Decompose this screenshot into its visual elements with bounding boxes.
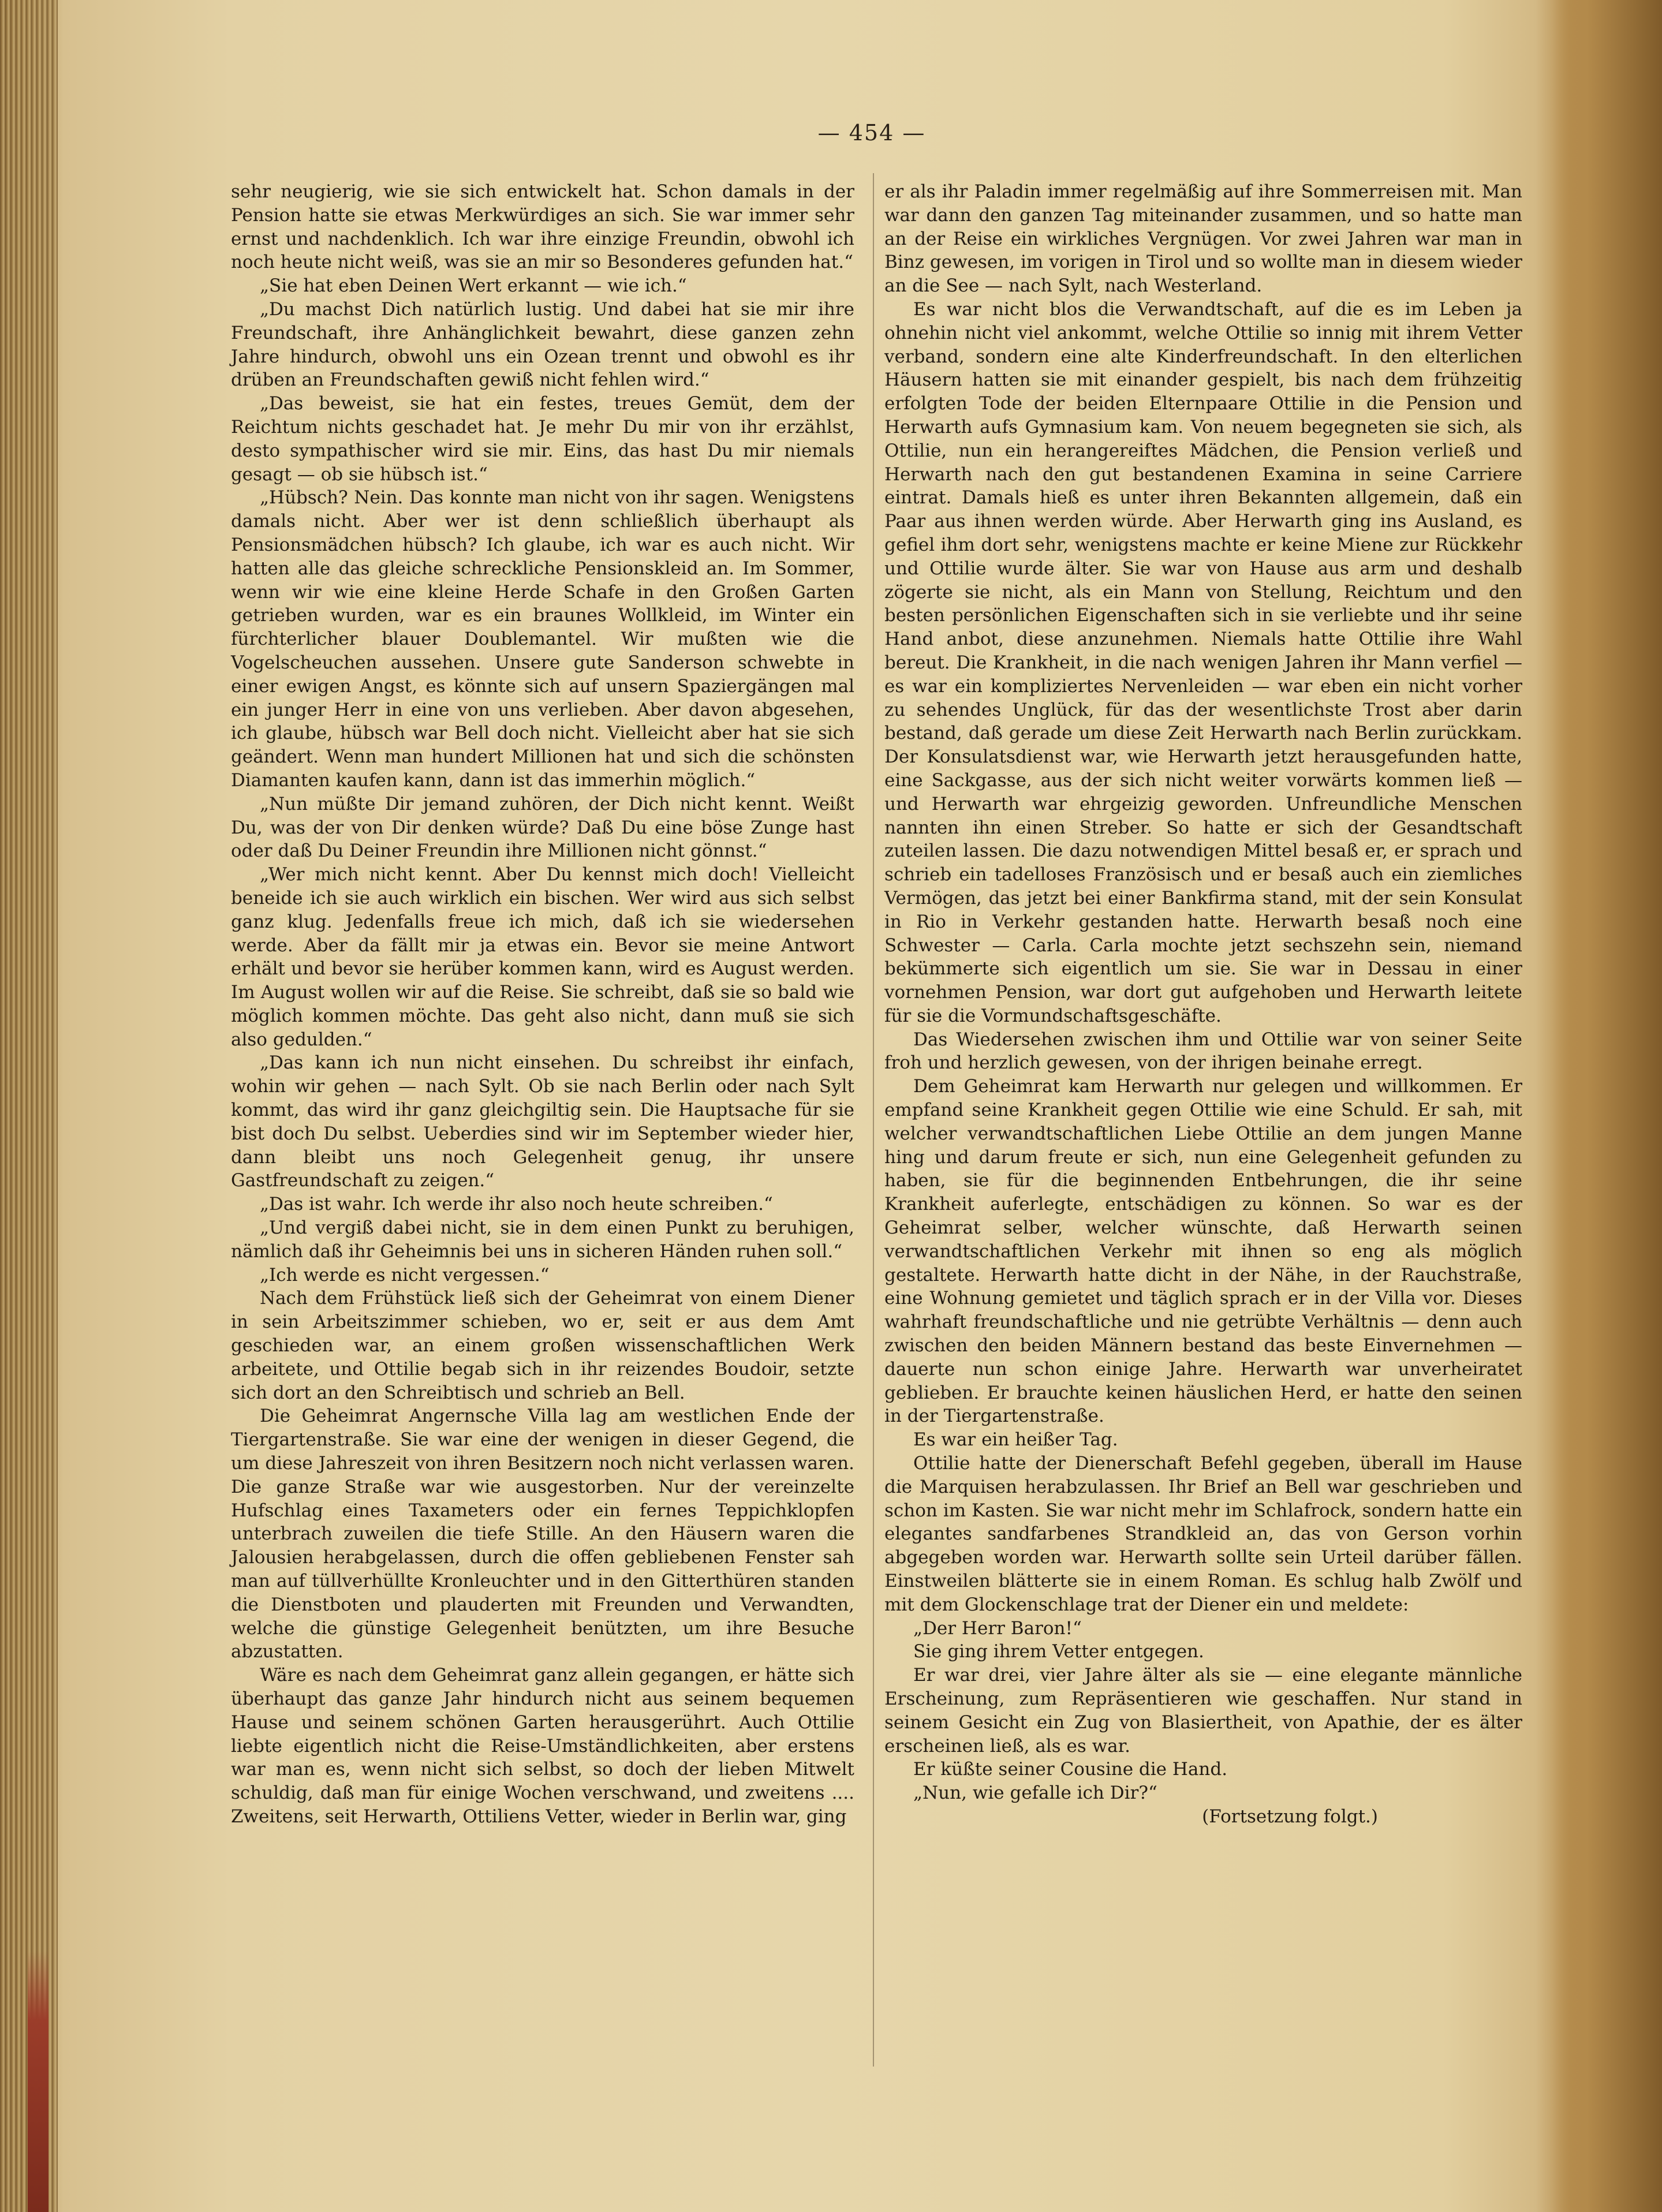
paragraph: Wäre es nach dem Geheimrat ganz allein gegangen, er hätte sich überhaupt das ganze Jahr hindurch nicht aus seinem bequemen Hause und seinem schönen Garten herausgerührt. Auch Ottilie liebte eigentlich nicht die Reise-Umständlichkeiten, aber erstens war man es, wenn nicht sich selbst, so doch der lieben Mitwelt schuldig, daß man für einige Wochen verschwand, und zweitens .... Zweitens, seit Herwarth, Ottiliens Vetter, wieder in Berlin war, ging: [231, 1665, 854, 1827]
paragraph: „Wer mich nicht kennt. Aber Du kennst mich doch! Vielleicht beneide ich sie auch wirklich ein bischen. Wer wird aus sich selbst ganz klug. Jedenfalls freue ich mich, daß ich sie wiedersehen werde. Aber da fällt mir ja etwas ein. Bevor sie meine Antwort erhält und bevor sie herüber kommen kann, wird es August werden. Im August wollen wir auf die Reise. Sie schreibt, daß sie so bald wie möglich kommen möchte. Das geht also nicht, dann muß sie sich also gedulden.“: [231, 864, 854, 1050]
paragraph: Nach dem Frühstück ließ sich der Geheimrat von einem Diener in sein Arbeitszimmer schieben, wo er, seit er aus dem Amt geschieden war, an einem großen wissenschaftlichen Werk arbeitete, und Ottilie begab sich in ihr reizendes Boudoir, setzte sich dort an den Schreibtisch und schrieb an Bell.: [231, 1288, 854, 1403]
paragraph: „Der Herr Baron!“: [913, 1617, 1082, 1639]
left-column: [231, 180, 854, 1829]
paragraph: „Das kann ich nun nicht einsehen. Du schreibst ihr einfach, wohin wir gehen — nach Sylt. Ob sie nach Berlin oder nach Sylt kommt, das wird ihr ganz gleichgiltig sein. Die Hauptsache für sie bist doch Du selbst. Ueberdies sind wir im September wieder hier, dann bleibt uns noch Gelegenheit genug, ihr unsere Gastfreundschaft zu zeigen.“: [231, 1052, 854, 1191]
paragraph: Er küßte seiner Cousine die Hand.: [913, 1759, 1228, 1780]
paragraph: „Ich werde es nicht vergessen.“: [260, 1264, 550, 1286]
paragraph: „Und vergiß dabei nicht, sie in dem einen Punkt zu beruhigen, nämlich daß ihr Geheimnis bei uns in sicheren Händen ruhen soll.“: [231, 1217, 854, 1262]
paragraph: Die Geheimrat Angernsche Villa lag am westlichen Ende der Tiergartenstraße. Sie war eine der wenigen in dieser Gegend, die um diese Jahreszeit von ihren Besitzern noch nicht verlassen waren. Die ganze Straße war wie ausgestorben. Nur der vereinzelte Hufschlag eines Taxameters oder ein fernes Teppichklopfen unterbrach zuweilen die tiefe Stille. An den Häusern waren die Jalousien herabgelassen, durch die offen gebliebenen Fenster sah man auf tüllverhüllte Kronleuchter und in den Gitterthüren standen die Dienstboten und plauderten mit Freunden und Verwandten, welche die günstige Gelegenheit benützten, um ihre Besuche abzustatten.: [231, 1406, 854, 1662]
paragraph: Er war drei, vier Jahre älter als sie — eine elegante männliche Erscheinung, zum Repräsentieren wie geschaffen. Nur stand in seinem Gesicht ein Zug von Blasiertheit, von Apathie, der es älter erscheinen ließ, als es war.: [884, 1665, 1522, 1757]
paragraph: „Sie hat eben Deinen Wert erkannt — wie ich.“: [260, 275, 687, 297]
paragraph: „Du machst Dich natürlich lustig. Und dabei hat sie mir ihre Freundschaft, ihre Anhänglichkeit bewahrt, diese ganzen zehn Jahre hindurch, obwohl uns ein Ozean trennt und obwohl es ihr drüben an Freundschaften gewiß nicht fehlen wird.“: [231, 298, 854, 391]
paragraph: Sie ging ihrem Vetter entgegen.: [913, 1641, 1204, 1662]
paragraph: „Nun müßte Dir jemand zuhören, der Dich nicht kennt. Weißt Du, was der von Dir denken würde? Daß Du eine böse Zunge hast oder daß Du Deiner Freundin ihre Millionen nicht gönnst.“: [231, 793, 854, 862]
paragraph: „Hübsch? Nein. Das konnte man nicht von ihr sagen. Wenigstens damals nicht. Aber wer ist denn schließlich überhaupt als Pensionsmädchen hübsch? Ich glaube, ich war es auch nicht. Wir hatten alle das gleiche schreckliche Pensionskleid an. Im Sommer, wenn wir wie eine kleine Herde Schafe in den Großen Garten getrieben wurden, war es ein braunes Wollkleid, im Winter ein fürchterlicher blauer Doublemantel. Wir mußten wie die Vogelscheuchen aussehen. Unsere gute Sanderson schwebte in einer ewigen Angst, es könnte sich auf unsern Spaziergängen mal ein junger Herr in eine von uns verlieben. Aber davon abgesehen, ich glaube, hübsch war Bell doch nicht. Vielleicht aber hat sie sich geändert. Wenn man hundert Millionen hat und sich die schönsten Diamanten kaufen kann, dann ist das immerhin möglich.“: [231, 487, 854, 791]
paragraph: sehr neugierig, wie sie sich entwickelt hat. Schon damals in der Pension hatte sie etwas Merkwürdiges an sich. Sie war immer sehr ernst und nachdenklich. Ich war ihre einzige Freundin, obwohl ich noch heute nicht weiß, was sie an mir so Besonderes gefunden hat.“: [231, 181, 854, 273]
paragraph: Ottilie hatte der Dienerschaft Befehl gegeben, überall im Hause die Marquisen herabzulassen. Ihr Brief an Bell war geschrieben und schon im Kasten. Sie war nicht mehr im Schlafrock, sondern hatte ein elegantes sandfarbenes Strandkleid an, das von Gerson vorhin abgegeben worden war. Herwarth sollte sein Urteil darüber fällen. Einstweilen blätterte sie in einem Roman. Es schlug halb Zwölf und mit dem Glockenschlage trat der Diener ein und meldete:: [884, 1453, 1522, 1615]
paragraph: Es war nicht blos die Verwandtschaft, auf die es im Leben ja ohnehin nicht viel ankommt, welche Ottilie so innig mit ihrem Vetter verband, sondern eine alte Kinderfreundschaft. In den elterlichen Häusern hatten sie mit einander gespielt, bis nach dem frühzeitig erfolgten Tode der beiden Elternpaare Ottilie in die Pension und Herwarth aufs Gymnasium kam. Von neuem begegneten sie sich, als Ottilie, nun ein herangereiftes Mädchen, die Pension verließ und Herwarth nach den gut bestandenen Examina in seine Carriere eintrat. Damals hieß es unter ihren Bekannten allgemein, daß ein Paar aus ihnen werden würde. Aber Herwarth ging ins Ausland, es gefiel ihm dort sehr, wenigstens machte er keine Miene zur Rückkehr und Ottilie wurde älter. Sie war von Hause aus arm und deshalb zögerte sie nicht, als ein Mann von Stellung, Reichtum und den besten persönlichen Eigenschaften sich in sie verliebte und ihr seine Hand anbot, diese anzunehmen. Niemals hatte Ottilie ihre Wahl bereut. Die Krankheit, in die nach wenigen Jahren ihr Mann verfiel — es war ein kompliziertes Nervenleiden — war eben ein nicht vorher zu sehendes Unglück, für das der wesentlichste Trost aber darin bestand, daß gerade um diese Zeit Herwarth nach Berlin zurückkam. Der Konsulatsdienst war, wie Herwarth jetzt herausgefunden hatte, eine Sackgasse, aus der sich nicht weiter vorwärts kommen ließ — und Herwarth war ehrgeizig geworden. Unfreundliche Menschen nannten ihn einen Streber. So hatte er sich der Gesandtschaft zuteilen lassen. Die dazu notwendigen Mittel besaß er, er sprach und schrieb ein tadelloses Französisch und er besaß auch ein ziemliches Vermögen, das jetzt bei einer Bankfirma stand, mit der sein Konsulat in Rio in Verkehr gestanden hatte. Herwarth besaß noch eine Schwester — Carla. Carla mochte jetzt sechszehn sein, niemand bekümmerte sich eigentlich um sie. Sie war in Dessau in einer vornehmen Pension, war dort gut aufgehoben und Herwarth leitete für sie die Vormundschaftsgeschäfte.: [884, 298, 1522, 1026]
paragraph: „Das beweist, sie hat ein festes, treues Gemüt, dem der Reichtum nichts geschadet hat. Je mehr Du mir von ihr erzählst, desto sympathischer wird sie mir. Eins, das hast Du mir niemals gesagt — ob sie hübsch ist.“: [231, 393, 854, 485]
paragraph: „Nun, wie gefalle ich Dir?“: [913, 1783, 1157, 1804]
right-column: [884, 180, 1522, 1829]
book-spine: [0, 0, 58, 2212]
continuation-note: (Fortsetzung folgt.): [1202, 1806, 1378, 1827]
page-number: — 454 —: [817, 120, 926, 145]
paragraph: Dem Geheimrat kam Herwarth nur gelegen und willkommen. Er empfand seine Krankheit gegen Ottilie wie eine Schuld. Er sah, mit welcher verwandtschaftlichen Liebe Ottilie an dem jungen Manne hing und darum freute er sich, nun eine Gelegenheit gefunden zu haben, sie für die beginnenden Entbehrungen, die ihr seine Krankheit auferlegte, entschädigen zu können. So war es der Geheimrat selber, welcher wünschte, daß Herwarth seinen verwandtschaftlichen Verkehr mit ihnen so eng als möglich gestaltete. Herwarth hatte dicht in der Nähe, in der Rauchstraße, eine Wohnung gemietet und täglich sprach er in der Villa vor. Dieses wahrhaft freundschaftliche und nie getrübte Verhältnis — denn auch zwischen den beiden Männern bestand das beste Einvernehmen — dauerte nun schon einige Jahre. Herwarth war unverheiratet geblieben. Er brauchte keinen häuslichen Herd, er hatte den seinen in der Tiergartenstraße.: [884, 1076, 1522, 1427]
paragraph: er als ihr Paladin immer regelmäßig auf ihre Sommerreisen mit. Man war dann den ganzen Tag miteinander zusammen, und so hatte man an der Reise ein wirkliches Vergnügen. Vor zwei Jahren war man in Binz gewesen, im vorigen in Tirol und so wollte man in diesem wieder an die See — nach Sylt, nach Westerland.: [884, 181, 1522, 297]
paragraph: Das Wiedersehen zwischen ihm und Ottilie war von seiner Seite froh und herzlich gewesen, von der ihrigen beinahe erregt.: [884, 1029, 1522, 1074]
page-edge-shadow: [1552, 0, 1662, 2212]
column-divider: [873, 173, 874, 2067]
paragraph: Es war ein heißer Tag.: [913, 1429, 1118, 1451]
spine-binding-stain: [28, 1951, 48, 2212]
paragraph: „Das ist wahr. Ich werde ihr also noch heute schreiben.“: [260, 1194, 773, 1215]
